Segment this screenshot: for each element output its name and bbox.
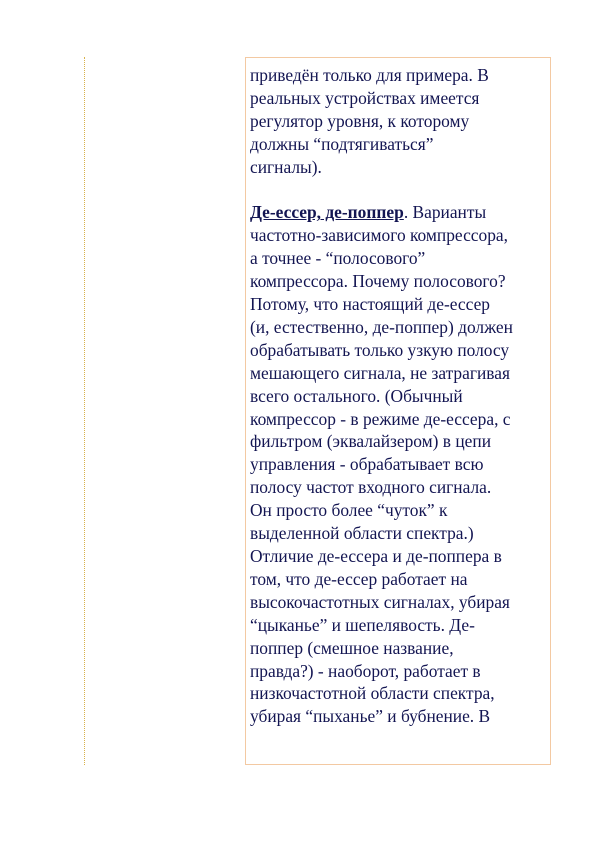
text-line: выделенной области спектра.) (250, 523, 474, 544)
text-line: “цыканье” и шепелявость. Де- (250, 614, 475, 635)
text-line: частотно-зависимого компрессора, (250, 225, 508, 246)
text-line: убирая “пыханье” и бубнение. В (250, 706, 491, 727)
text-line: реальных устройствах имеется (250, 87, 480, 108)
text-line: Потому, что настоящий де-ессер (250, 294, 490, 315)
text-line: Он просто более “чуток” к (250, 500, 448, 521)
text-line: том, что де-ессер работает на (250, 568, 468, 589)
text-line: всего остального. (Обычный (250, 385, 463, 406)
text-line: регулятор уровня, к которому (250, 110, 470, 131)
text-frame (245, 57, 551, 765)
text-line: а точнее - “полосового” (250, 248, 426, 269)
text-line: управления - обрабатывает всю (250, 454, 484, 475)
text-line: сигналы). (250, 156, 322, 177)
paragraph-gap (250, 179, 550, 202)
text-line: должны “подтягиваться” (250, 133, 434, 154)
term-heading: Де-ессер, де-поппер (250, 202, 404, 223)
text-line: (и, естественно, де-поппер) должен (250, 316, 513, 337)
text-line: Отличие де-ессера и де-поппера в (250, 546, 502, 567)
text-line: компрессор - в режиме де-ессера, с (250, 408, 511, 429)
text-line: высокочастотных сигналах, убирая (250, 591, 510, 612)
text-line: поппер (смешное название, (250, 637, 454, 658)
text-line: приведён только для примера. В (250, 65, 489, 85)
text-line: компрессора. Почему полосового? (250, 271, 506, 292)
text-line: низкочастотной области спектра, (250, 683, 495, 704)
text-line: полосу частот входного сигнала. (250, 477, 492, 498)
text-line: фильтром (эквалайзером) в цепи (250, 431, 491, 452)
text-line: правда?) - наоборот, работает в (250, 660, 481, 681)
text-line: обрабатывать только узкую полосу (250, 339, 510, 360)
text-line: мешающего сигнала, не затрагивая (250, 362, 510, 383)
term-heading-rest: . Варианты (403, 202, 487, 223)
text-line (250, 201, 550, 224)
left-margin-dotted-rule (84, 57, 85, 765)
